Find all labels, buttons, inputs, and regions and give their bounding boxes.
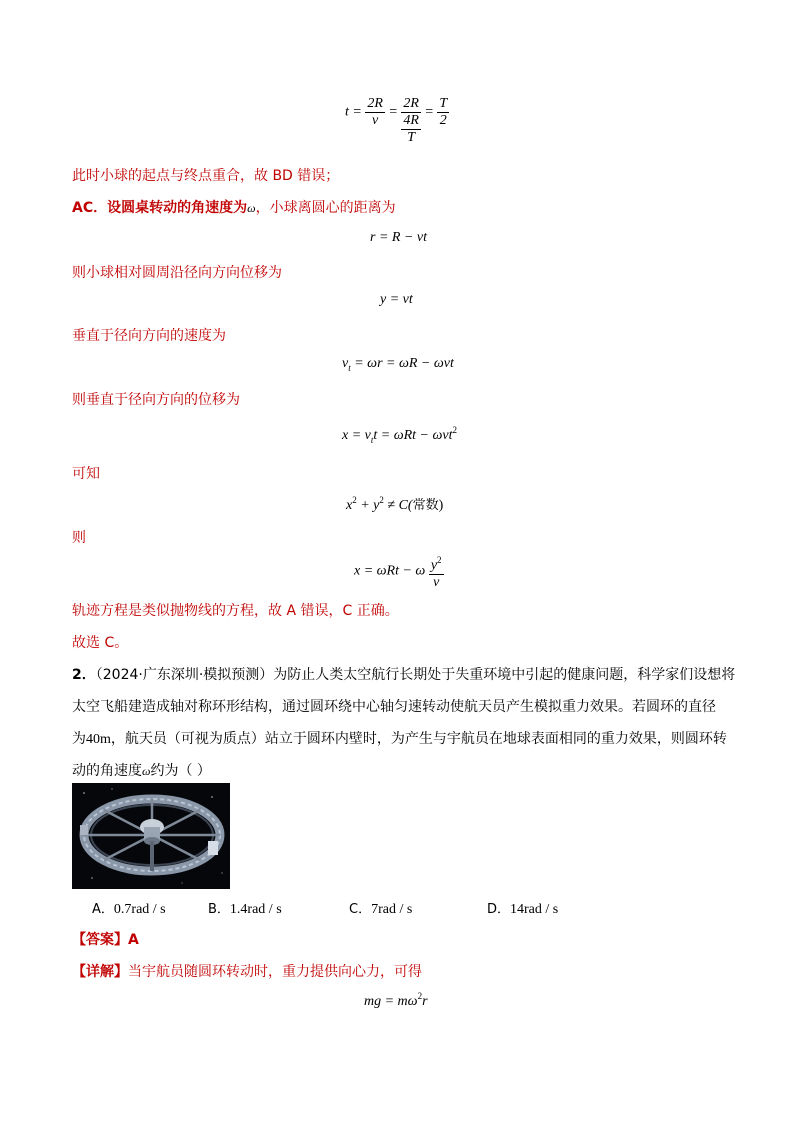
option-b[interactable]: B．1.4rad / s <box>208 902 282 917</box>
option-d[interactable]: D．14rad / s <box>487 902 559 917</box>
text-perp-velocity: 垂直于径向方向的速度为 <box>72 328 226 344</box>
equation-x1: $x = v_tt = \omega Rt - \omega vt^2$ <box>342 425 457 445</box>
equation-not-constant: $x^2 + y^2 \ne C$(常数) <box>346 495 444 513</box>
space-station-illustration <box>72 783 230 889</box>
option-c[interactable]: C．7rad / s <box>349 902 413 917</box>
equation-v: $v_t = \omega r = \omega R - \omega vt$ <box>342 356 454 373</box>
text-then: 则 <box>72 530 86 546</box>
detail-line: 【详解】当宇航员随圆环转动时，重力提供向心力，可得 <box>72 964 422 980</box>
text-known: 可知 <box>72 466 100 482</box>
text-radial-displacement: 则小球相对圆周沿径向方向位移为 <box>72 265 282 281</box>
question-2-line-4: 动的角速度ω约为（ ） <box>72 763 211 779</box>
question-2-line-2: 太空飞船建造成轴对称环形结构，通过圆环绕中心轴匀速转动使航天员产生模拟重力效果。若圆环的直径 <box>72 699 716 715</box>
text-trajectory: 轨迹方程是类似抛物线的方程，故 A 错误，C 正确。 <box>72 603 399 619</box>
question-2-line-3: 为40m，航天员（可视为质点）站立于圆环内壁时，为产生与宇航员在地球表面相同的重力效果，则圆环转 <box>72 731 727 747</box>
option-a[interactable]: A．0.7rad / s <box>92 902 166 917</box>
text-perp-displacement: 则垂直于径向方向的位移为 <box>72 392 240 408</box>
equation-mg: mg = $m\omega^2r$ <box>364 991 428 1009</box>
equation-r: r = R − vt <box>370 230 427 245</box>
equation-time: t = $\frac{2R}{v}$ = $\frac{2R}{\frac{4R}{T}}$ = $\frac{T}{2}$ <box>345 96 448 145</box>
equation-x2: x = ωRt − ω $\frac{y^2}{v}$ <box>354 552 444 591</box>
text-choose-c: 故选 C。 <box>72 635 129 651</box>
question-2-line-1: 2．（2024·广东深圳·模拟预测）为防止人类太空航行长期处于失重环境中引起的健康问题，科学家们设想将 <box>72 667 736 683</box>
space-station-image <box>72 783 230 889</box>
text-bd-wrong: 此时小球的起点与终点重合，故 BD 错误； <box>72 168 340 184</box>
text-ac-intro: AC．设圆桌转动的角速度为ω，小球离圆心的距离为 <box>72 200 396 216</box>
equation-y: y = vt <box>380 292 413 307</box>
answer-line: 【答案】A <box>72 932 139 948</box>
